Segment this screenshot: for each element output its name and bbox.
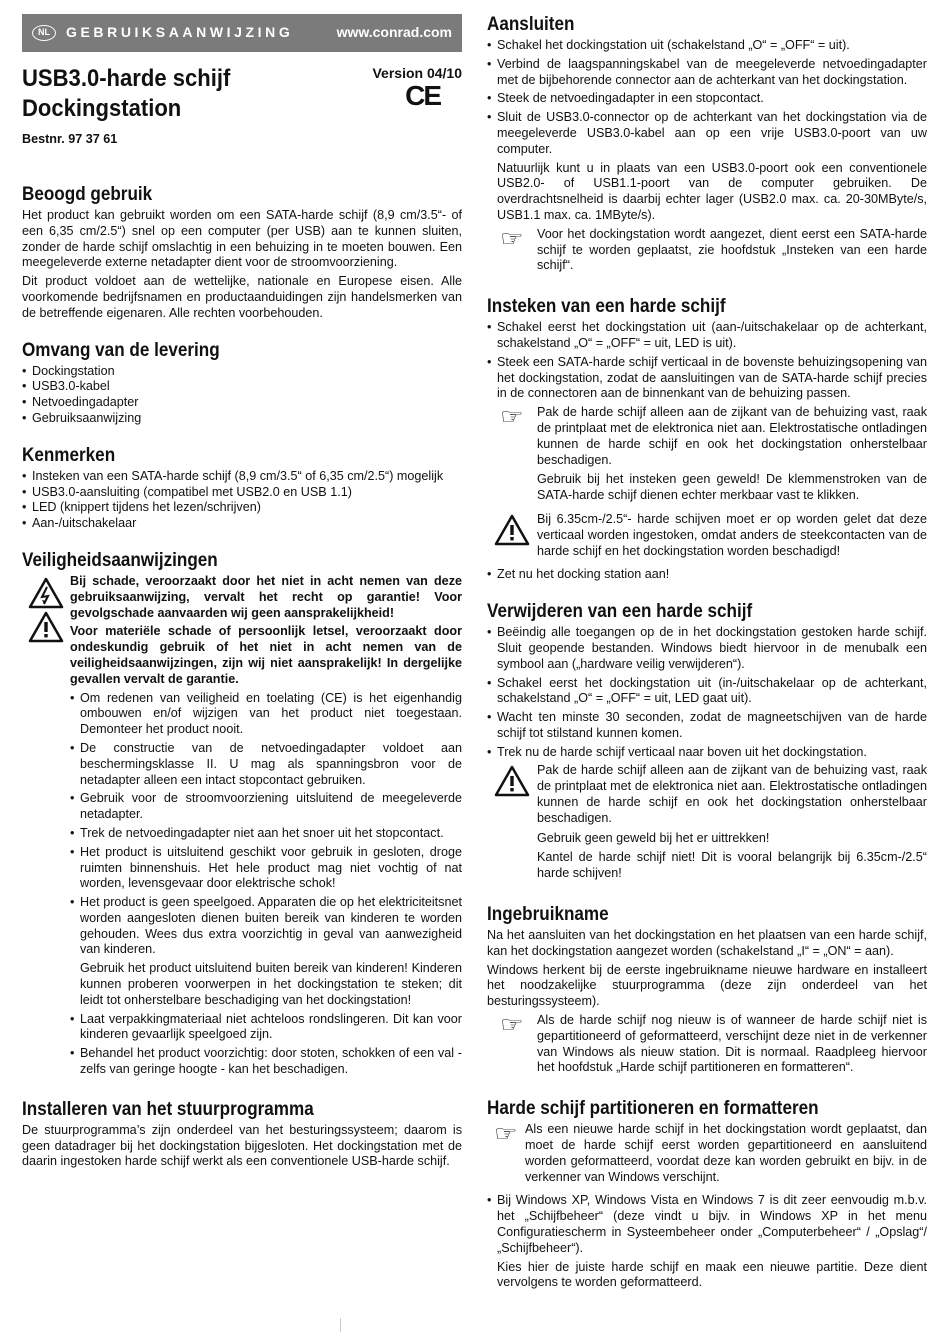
section-heading: Verwijderen van een harde schijf [487, 601, 753, 623]
note-text: Pak de harde schijf alleen aan de zijkant van de behuizing vast, raak de printplaat met de elektronica niet aan. Elektrostatische ontladingen kunnen de harde schijf en ook het dockingstation onherstelbaar beschadigen. [537, 405, 927, 467]
pointing-hand-icon: ☞ [500, 404, 524, 430]
note-text: Voor het dockingstation wordt aangezet, dient eerst een SATA-harde schijf te worden geplaatst, zie hoofdstuk „Insteken van een harde schijf“. [537, 226, 927, 273]
list-item: • USB3.0-aansluiting (compatibel met USB2.0 en USB 1.1) [22, 485, 462, 501]
list-item: • Schakel eerst het dockingstation uit (in-/uitschakelaar op de achterkant, schakelstand „O“ = „OFF“ = uit, LED gaat uit). [487, 676, 927, 708]
list-item: • Dockingstation [22, 364, 462, 380]
list-item: • Netvoedingadapter [22, 395, 462, 411]
warning-text: Bij 6.35cm-/2.5“- harde schijven moet er op worden gelet dat deze verticaal worden ingestoken, omdat anders de steekcontacten van de harde schijf en het dockingstation worden beschadigd! [537, 511, 927, 558]
list-item: • Verbind de laagspanningskabel van de meegeleverde netvoedingadapter met de bijbehorende connector aan de achterkant van het dockingstation. [487, 57, 927, 89]
warning-icon [494, 765, 530, 797]
list-item: • Schakel het dockingstation uit (schakelstand „O“ = „OFF“ = uit). [487, 38, 927, 54]
list-item: • Zet nu het docking station aan! [487, 567, 927, 583]
divider [340, 1318, 344, 1332]
section-insert-disk [487, 296, 927, 583]
section-partition-format [487, 1098, 927, 1291]
list-item: • Het product is geen speelgoed. Apparaten die op het elektriciteitsnet worden aangesloten dienen buiten bereik van kinderen te worden gehouden. Wees dus extra voorzichtig in geval van aanwezigheid van kinderen. [70, 895, 462, 958]
warning-icon [28, 611, 64, 643]
title-block [22, 64, 462, 184]
ce-mark-icon: CE [405, 80, 440, 111]
section-first-use [487, 904, 927, 1080]
list-item: • Gebruik voor de stroomvoorziening uitsluitend de meegeleverde netadapter. [70, 791, 462, 823]
list-item: • Aan-/uitschakelaar [22, 516, 462, 532]
list-item: • Trek de netvoedingadapter niet aan het snoer uit het stopcontact. [70, 826, 462, 842]
left-column [22, 14, 462, 1188]
pointing-hand-icon: ☞ [500, 225, 524, 251]
list-item: • Steek een SATA-harde schijf verticaal in de bovenste behuizingsopening van het dockingstation, zodat de aansluitingen van de SATA-harde schijf precies in de connectoren aan de binnenkant van de behuizing passen. [487, 355, 927, 402]
pointing-hand-icon: ☞ [494, 1121, 518, 1147]
list-item: • Sluit de USB3.0-connector op de achterkant van het dockingstation via de meegeleverde USB3.0-kabel aan op een vrije USB3.0-poort van uw computer. [487, 110, 927, 157]
paragraph: Gebruik het product uitsluitend buiten bereik van kinderen! Kinderen kunnen proberen voorwerpen in het dockingstation te steken; dit leidt tot onherstelbare beschadiging van het dockingstation! [80, 961, 462, 1007]
warning-text: Gebruik geen geweld bij het er uittrekken! [537, 830, 770, 845]
warning-icon [494, 514, 530, 546]
list-item: • Bij Windows XP, Windows Vista en Windows 7 is dit zeer eenvoudig m.b.v. het „Schijfbeheer“ (deze vindt u bijv. in Windows XP in het menu Configuratiescherm in Systeembeheer onder „Computerbeheer“ / „Opslag“/ „Schijfbeheer“). [487, 1193, 927, 1256]
list-item: • Steek de netvoedingadapter in een stopcontact. [487, 91, 927, 107]
product-title-line2: Dockingstation [22, 95, 182, 122]
section-heading: Harde schijf partitioneren en formatteren [487, 1098, 819, 1120]
section-heading: Insteken van een harde schijf [487, 296, 726, 318]
liability-notice: Voor materiële schade of persoonlijk letsel, veroorzaakt door ondeskundig gebruik of het niet in acht nemen van de veiligheidsaanwijzingen, zijn wij niet aansprakelijk! In dergelijke gevallen vervalt de garantie. [70, 624, 462, 686]
section-scope-of-delivery [22, 340, 462, 427]
paragraph: Natuurlijk kunt u in plaats van een USB3.0-poort ook een conventionele USB2.0- of USB1.1-poort van de computer gebruiken. De overdrachtsnelheid is daarbij echter lager (USB2.0 max. ca. 20-30MByte/s, USB1.1 max. ca. 1MByte/s). [497, 160, 927, 222]
paragraph: Windows herkent bij de eerste ingebruikname nieuwe hardware en installeert het noodzakelijke stuurprogramma (deze zijn onderdeel van het besturingssysteem). [487, 962, 927, 1009]
list-item: • Beëindig alle toegangen op de in het dockingstation gestoken harde schijf. Sluit geopende bestanden. Windows biedt hiervoor in de menubalk een symbool aan („hardware veilig verwijderen“). [487, 625, 927, 672]
electric-hazard-icon [28, 577, 64, 609]
list-item: • Trek nu de harde schijf verticaal naar boven uit het dockingstation. [487, 745, 927, 761]
section-driver-install [22, 1099, 462, 1170]
right-column [487, 14, 927, 1309]
version-label: Version 04/10 [372, 65, 462, 81]
note-text: Als de harde schijf nog nieuw is of wanneer de harde schijf niet is gepartitioneerd of geformatteerd, verschijnt deze niet in de verkenner van Windows als nieuw station. Dit is normaal. Raadpleeg hiervoor het hoofdstuk „Harde schijf partitioneren en formatteren“. [537, 1013, 927, 1075]
section-safety [22, 550, 462, 1081]
section-remove-disk [487, 601, 927, 886]
section-features [22, 445, 462, 532]
section-heading: Beoogd gebruik [22, 184, 153, 205]
header-bar [22, 14, 462, 52]
manual-label: GEBRUIKSAANWIJZING [66, 24, 294, 41]
list-item: • USB3.0-kabel [22, 379, 462, 395]
list-item: • Schakel eerst het dockingstation uit (aan-/uitschakelaar op de achterkant, schakelstand „O“ = „OFF“ = uit, LED is uit). [487, 320, 927, 352]
section-heading: Ingebruikname [487, 904, 609, 926]
note-text: Gebruik bij het insteken geen geweld! De klemmenstroken van de SATA-harde schijf dienen echter merkbaar vast te klikken. [537, 472, 927, 503]
section-heading: Aansluiten [487, 14, 575, 35]
list-item: • Behandel het product voorzichtig: door stoten, schokken of een val - zelfs van geringe hoogte - kan het beschadigen. [70, 1046, 462, 1078]
product-title-line1: USB3.0-harde schijf [22, 65, 231, 92]
paragraph: Kies hier de juiste harde schijf en maak een nieuwe partitie. Deze dient vervolgens te worden geformatteerd. [497, 1259, 927, 1290]
list-item: • Wacht ten minste 30 seconden, zodat de magneetschijven van de harde schijf tot stilstand kunnen komen. [487, 710, 927, 742]
section-intended-use [22, 184, 462, 322]
list-item: • Insteken van een SATA-harde schijf (8,9 cm/3.5“ of 6,35 cm/2.5“) mogelijk [22, 469, 462, 485]
language-badge: NL [32, 25, 56, 41]
paragraph: Het product kan gebruikt worden om een SATA-harde schijf (8,9 cm/3.5“- of een 6,35 cm/2.5“) snel op een computer (per USB) aan te kunnen sluiten, zonder de harde schijf omslachtig in een behuizing in te moeten bouwen. Een meegeleverde externe netadapter dient voor de stroomvoorziening. [22, 208, 462, 270]
section-heading: Veiligheidsaanwijzingen [22, 549, 218, 571]
warning-text: Pak de harde schijf alleen aan de zijkant van de behuizing vast, raak de printplaat met de elektronica niet aan. Elektrostatische ontladingen kunnen de harde schijf en ook het dockingstation onherstelbaar beschadigen. [537, 763, 927, 825]
website-url: www.conrad.com [336, 24, 452, 41]
section-connecting [487, 14, 927, 278]
warranty-notice: Bij schade, veroorzaakt door het niet in acht nemen van deze gebruiksaanwijzing, vervalt het recht op garantie! Voor gevolgschade aanvaarden wij geen aansprakelijkheid! [70, 573, 462, 620]
paragraph: De stuurprogramma’s zijn onderdeel van het besturingssysteem; daarom is geen datadrager bij het dockingstation bijgesloten. Het dockingstation met de daarin ingestoken harde schijf werkt als een conventionele USB-harde schijf. [22, 1122, 462, 1169]
list-item: • De constructie van de netvoedingadapter voldoet aan beschermingsklasse II. U mag als spanningsbron voor de netadapter alleen een intact stopcontact gebruiken. [70, 741, 462, 788]
pointing-hand-icon: ☞ [500, 1012, 524, 1038]
section-heading: Installeren van het stuurprogramma [22, 1098, 314, 1120]
list-item: • Om redenen van veiligheid en toelating (CE) is het eigenhandig ombouwen en/of wijzigen van het product niet toegestaan. Demonteer het product nooit. [70, 691, 462, 738]
paragraph: Na het aansluiten van het dockingstation en het plaatsen van een harde schijf, kan het dockingstation aangezet worden (schakelstand „I“ = „ON“ = aan). [487, 928, 927, 958]
warning-text: Kantel de harde schijf niet! Dit is vooral belangrijk bij 6.35cm-/2.5“ harde schijven! [537, 850, 927, 881]
list-item: • Het product is uitsluitend geschikt voor gebruik in gesloten, droge ruimten binnenshuis. Het hele product mag niet vochtig of nat worden, levensgevaar door elektrische schok! [70, 845, 462, 892]
order-number: Bestnr. 97 37 61 [22, 132, 118, 146]
list-item: • Gebruiksaanwijzing [22, 411, 462, 427]
section-heading: Kenmerken [22, 444, 116, 466]
section-heading: Omvang van de levering [22, 339, 220, 361]
list-item: • Laat verpakkingmateriaal niet achteloos rondslingeren. Dit kan voor kinderen gevaarlijk speelgoed zijn. [70, 1012, 462, 1044]
list-item: • LED (knippert tijdens het lezen/schrijven) [22, 500, 462, 516]
paragraph: Dit product voldoet aan de wettelijke, nationale en Europese eisen. Alle voorkomende bedrijfsnamen en productaanduidingen zijn handelsmerken van de betreffende eigenaren. Alle rechten voorbehouden. [22, 274, 462, 320]
note-text: Als een nieuwe harde schijf in het dockingstation wordt geplaatst, dan moet de harde schijf eerst worden gepartitioneerd en aansluitend worden geformatteerd, voordat deze kan worden gebruikt en bijv. in de verkenner van Windows verschijnt. [525, 1122, 927, 1184]
